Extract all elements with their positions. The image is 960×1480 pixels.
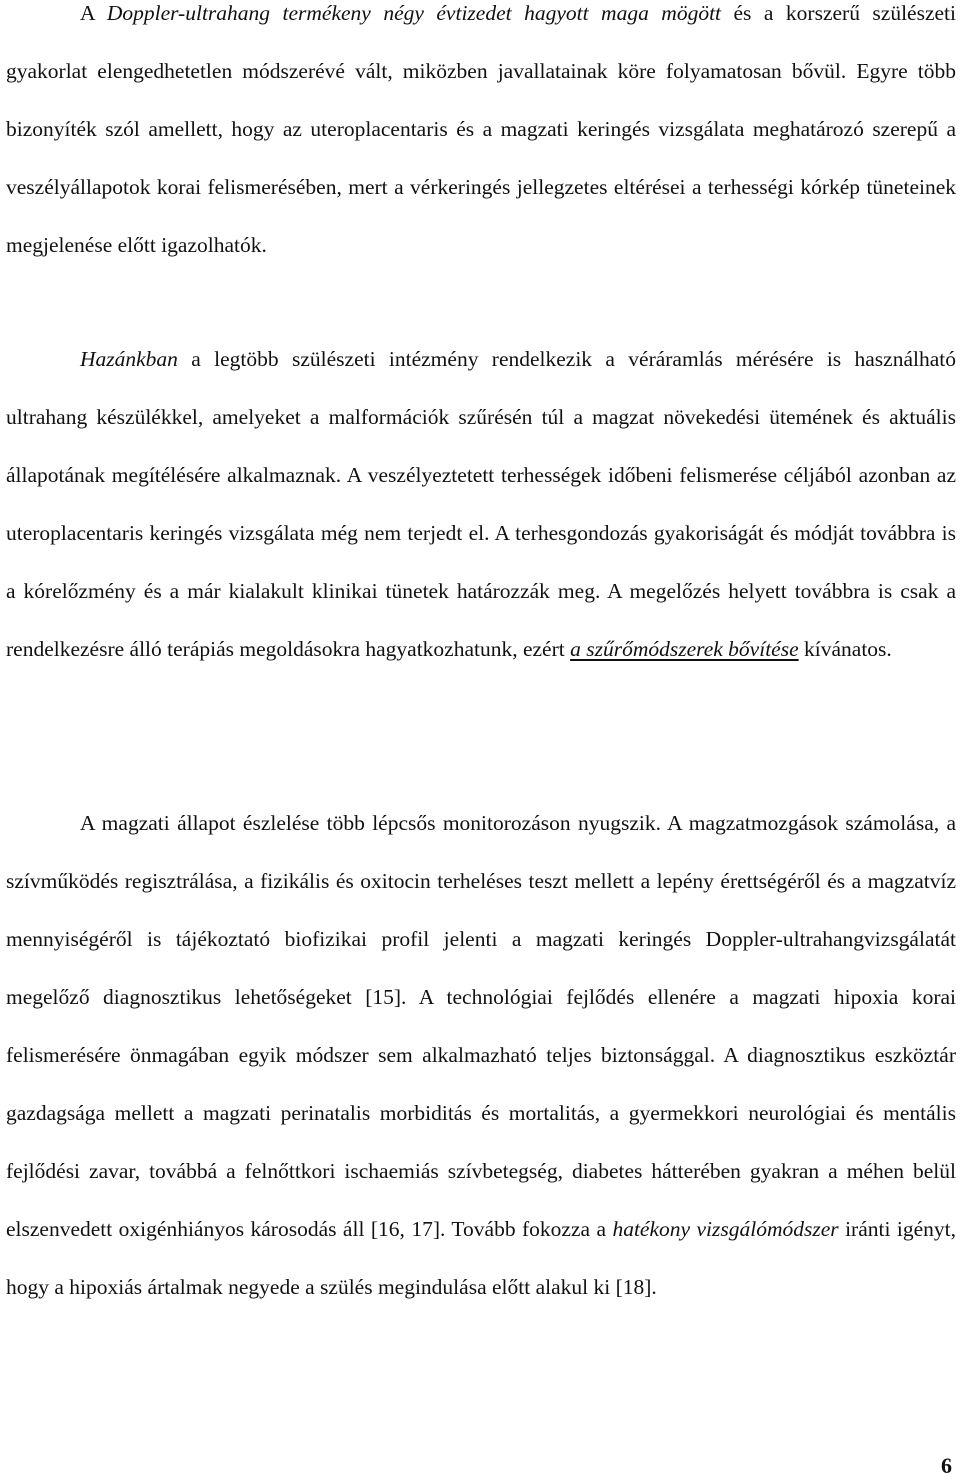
text-run: kívánatos. [798, 637, 892, 661]
italic-text-run: Hazánkban [80, 347, 178, 371]
italic-text-run: Doppler-ultrahang termékeny négy évtizedet hagyott maga mögött [106, 1, 722, 25]
text-run: iránti igényt, hogy a hipoxiás ártalmak negyede a szülés megindulása előtt alakul ki [18]. [6, 1217, 956, 1299]
paragraph-doppler-intro [6, 0, 956, 274]
paragraph-fetal-monitoring [6, 794, 956, 1316]
italic-text-run: hatékony vizsgálómódszer [612, 1217, 839, 1241]
page-number: 6 [941, 1453, 952, 1478]
text-run: a legtöbb szülészeti intézmény rendelkezik a véráramlás mérésére is használható ultrahang készülékkel, amelyeket a malformációk szűrésén túl a magzat növekedési ütemének és aktuális állapotának megítélésére alkalmaznak. A veszélyeztetett terhességek időbeni felismerése céljából azonban az uteroplacentaris keringés vizsgálata még nem terjedt el. A terhesgondozás gyakoriságát és módját továbbra is a kórelőzmény és a már kialakult klinikai tünetek határozzák meg. A megelőzés helyett továbbra is csak a rendelkezésre álló terápiás megoldásokra hagyatkozhatunk, ezért [6, 347, 956, 661]
emphasized-underlined-text-run: a szűrőmódszerek bővítése [570, 637, 799, 661]
text-run: A magzati állapot észlelése több lépcsős monitorozáson nyugszik. A magzatmozgások számolása, a szívműködés regisztrálása, a fizikális és oxitocin terheléses teszt mellett a lepény érettségéről és a magzatvíz mennyiségéről is tájékoztató biofizikai profil jelenti a magzati keringés Doppler-ultrahangvizsgálatát megelőző diagnosztikus lehetőségeket [15]. A technológiai fejlődés ellenére a magzati hipoxia korai felismerésére önmagában egyik módszer sem alkalmazható teljes biztonsággal. A diagnosztikus eszköztár gazdagsága mellett a magzati perinatalis morbiditás és mortalitás, a gyermekkori neurológiai és mentális fejlődési zavar, továbbá a felnőttkori ischaemiás szívbetegség, diabetes hátterében gyakran a méhen belül elszenvedett oxigénhiányos károsodás áll [16, 17]. Tovább fokozza a [6, 811, 956, 1241]
paragraph-hungary-practice [6, 330, 956, 678]
text-run: A [80, 1, 107, 25]
text-run: és a korszerű szülészeti gyakorlat elengedhetetlen módszerévé vált, miközben javallatainak köre folyamatosan bővül. Egyre több bizonyíték szól amellett, hogy az uteroplacentaris és a magzati keringés vizsgálata meghatározó szerepű a veszélyállapotok korai felismerésében, mert a vérkeringés jellegzetes eltérései a terhességi kórkép tüneteinek megjelenése előtt igazolhatók. [6, 1, 956, 257]
